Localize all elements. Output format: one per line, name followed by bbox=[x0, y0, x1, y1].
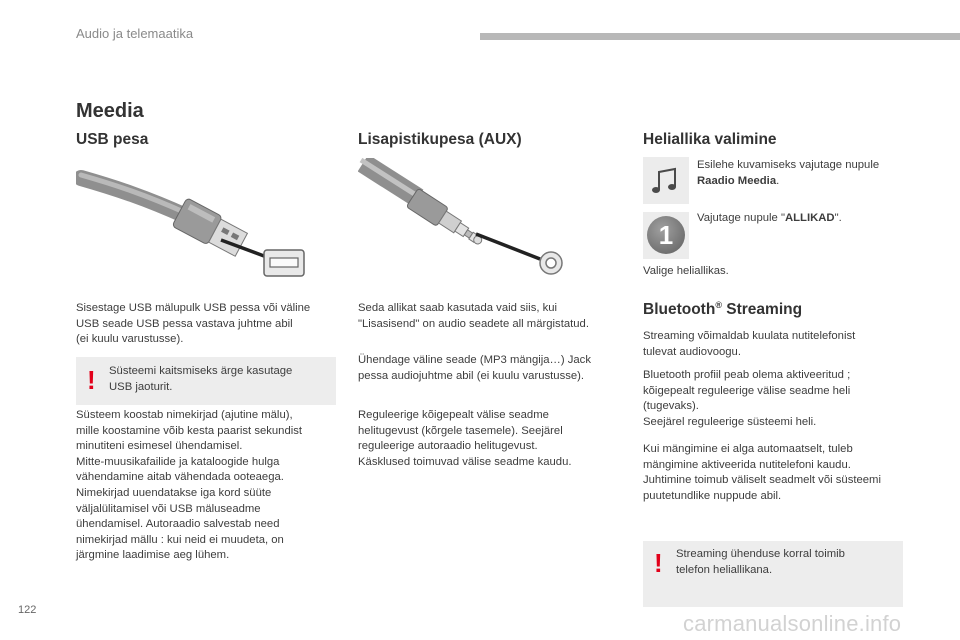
bluetooth-warning-text: Streaming ühenduse korral toimib telefon heliallikana. bbox=[676, 548, 845, 576]
usb-paragraph-1: Sisestage USB mälupulk USB pessa või väline USB seade USB pessa vastava juhtme abil (ei kuulu varustusse). bbox=[76, 302, 311, 346]
header-bar bbox=[480, 33, 960, 40]
warning-icon: ! bbox=[654, 548, 663, 578]
aux-title: Lisapistikupesa (AUX) bbox=[358, 131, 522, 148]
media-button-illustration bbox=[643, 157, 689, 204]
bluetooth-paragraph-2: Bluetooth profiil peab olema aktiveeritud ; kõigepealt reguleerige välise seadme heli (tugevaks). Seejärel reguleerige süsteemi heli. bbox=[643, 369, 851, 428]
bluetooth-title: Bluetooth® Streaming bbox=[643, 300, 803, 319]
usb-warning-text: Süsteemi kaitsmiseks ärge kasutage USB jaoturit. bbox=[109, 365, 293, 393]
bluetooth-paragraph-1: Streaming võimaldab kuulata nutitelefonist tulevat audiovoogu. bbox=[643, 330, 856, 358]
running-header: Audio ja telemaatika bbox=[76, 26, 194, 41]
usb-title: USB pesa bbox=[76, 131, 149, 148]
source-step-1: Esilehe kuvamiseks vajutage nupule Raadio Meedia. bbox=[697, 159, 880, 187]
source-choose-text: Valige heliallikas. bbox=[643, 265, 729, 277]
aux-paragraph-1: Seda allikat saab kasutada vaid siis, kui "Lisasisend" on audio seadete all märgistatud. bbox=[358, 302, 589, 330]
usb-plug-illustration bbox=[76, 158, 336, 283]
aux-jack-illustration bbox=[358, 158, 618, 283]
source-title: Heliallika valimine bbox=[643, 131, 777, 148]
section-title: Meedia bbox=[76, 100, 144, 122]
source-step-2: Vajutage nupule "ALLIKAD". bbox=[697, 212, 842, 224]
usb-warning-box bbox=[76, 357, 336, 405]
warning-icon: ! bbox=[87, 365, 96, 395]
page-number: 122 bbox=[18, 604, 37, 616]
bluetooth-paragraph-3: Kui mängimine ei alga automaatselt, tuleb mängimine aktiveerida nutitelefoni kaudu. Juhtimine toimub väliselt seadmelt või süsteemi puutetundlike nuppude abil. bbox=[643, 443, 881, 502]
step-number-badge: 1 bbox=[647, 216, 685, 254]
step-number-box bbox=[643, 212, 689, 259]
bluetooth-warning-box bbox=[643, 541, 903, 607]
music-note-icon bbox=[643, 157, 689, 204]
aux-paragraph-3: Reguleerige kõigepealt välise seadme helitugevust (kõrgele tasemele). Seejärel reguleerige autoraadio helitugevust. Käsklused toimuvad välise seadme kaudu. bbox=[358, 409, 572, 468]
footer-watermark: carmanualsonline.info bbox=[683, 611, 902, 636]
usb-paragraph-2: Süsteem koostab nimekirjad (ajutine mälu), mille koostamine võib kesta paarist sekundist minutiteni esimesel ühendamisel. Mitte-muusikafailide ja kataloogide hulga vähendamine aitab vähendada ooteaega. Nimekirjad uuendatakse iga kord süüte väljalülitamisel või USB mäluseadme ühendamisel. Autoraadio salvestab need nimekirjad mällu : kui neid ei muudeta, on järgmine laadimise aeg lühem. bbox=[76, 409, 303, 562]
aux-paragraph-2: Ühendage väline seade (MP3 mängija…) Jack pessa audiojuhtme abil (ei kuulu varustusse). bbox=[358, 354, 591, 382]
